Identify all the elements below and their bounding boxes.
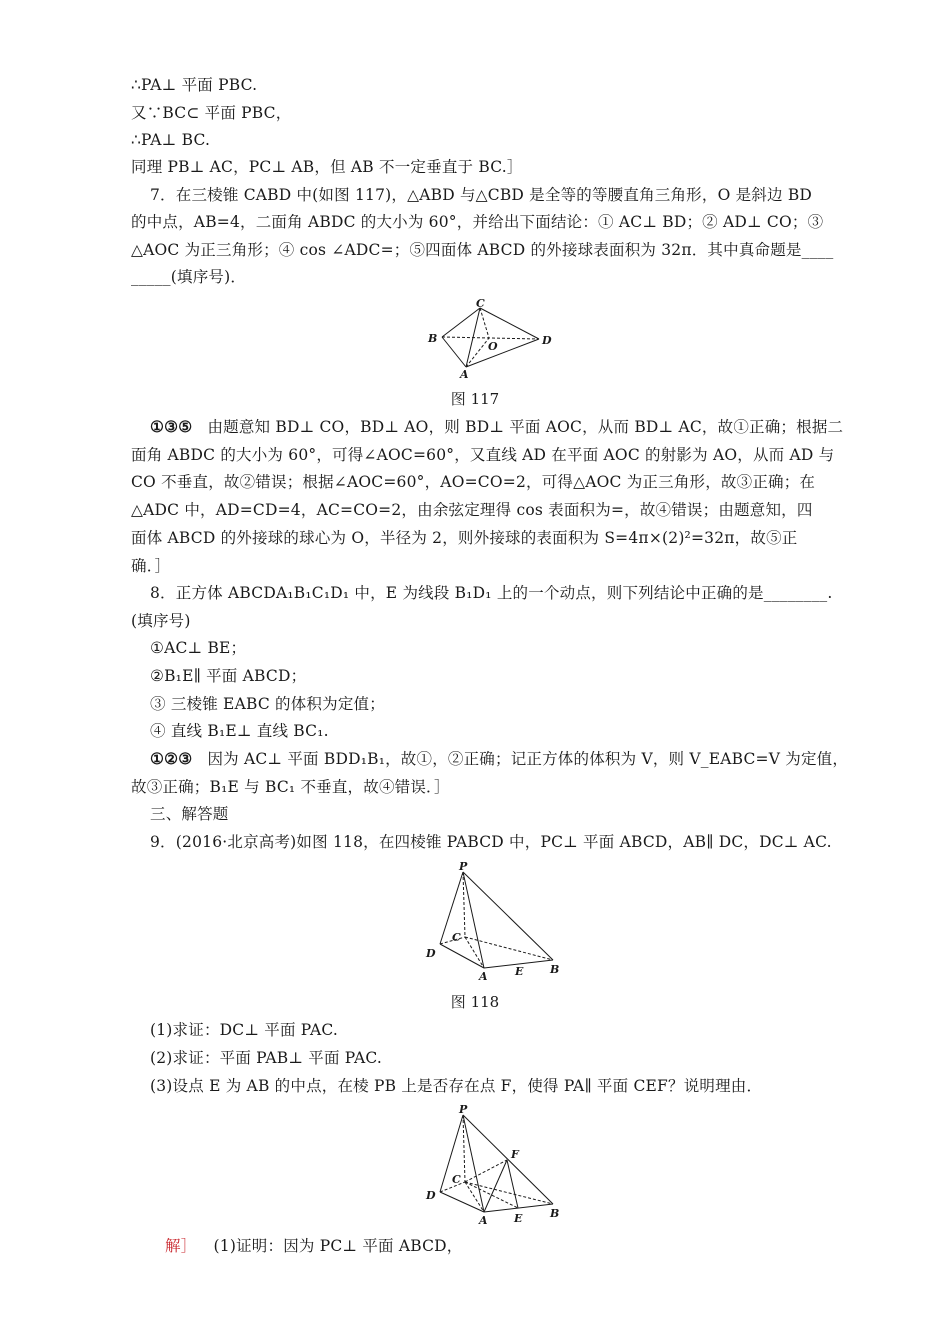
label-c: C [452,1173,461,1186]
answer-badge: ①③⑤ [150,417,193,436]
text-line: 面角 ABDC 的大小为 60°，可得∠AOC=60°，又直线 AD 在平面 AOC 的射影为 AO，从而 AD 与 [131,446,835,464]
label-c: C [476,297,485,310]
text-line: 又∵BC⊂ 平面 PBC， [131,104,292,122]
text-line: ∴PA⊥ BC. [131,131,211,149]
label-b: B [550,1207,560,1220]
label-e: E [515,965,524,978]
label-a: A [479,970,488,983]
text-line: CO 不垂直，故②错误；根据∠AOC=60°，AO=CO=2，可得△AOC 为正三角形，故③正确；在 [131,473,816,491]
label-b: B [428,332,438,345]
figure-118 [420,860,570,983]
text-line: △ADC 中，AD=CD=4，AC=CO=2，由余弦定理得 cos 表面积为=，故④错误；由题意知，四 [131,501,813,519]
label-d: D [426,1189,436,1202]
option-4: ④ 直线 B₁E⊥ 直线 BC₁. [150,722,329,740]
text-line: 面体 ABCD 的外接球的球心为 O，半径为 2，则外接球的表面积为 S=4π×(2)²=32π，故⑤正 [131,529,798,547]
text-line: ∴PA⊥ 平面 PBC. [131,76,258,94]
problem-7: 7．在三棱锥 CABD 中(如图 117)，△ABD 与△CBD 是全等的等腰直角三角形，O 是斜边 BD [150,186,813,204]
label-b: B [550,963,560,976]
solution-8 [150,749,848,769]
option-3: ③ 三棱锥 EABC 的体积为定值； [150,695,385,713]
label-o: O [488,340,498,353]
label-d: D [426,947,436,960]
text-line: (填序号) [131,612,191,630]
figure-solution [420,1103,570,1227]
text-line: 同理 PB⊥ AC，PC⊥ AB，但 AB 不一定垂直于 BC.］ [131,158,523,176]
text-line: 故③正确；B₁E 与 BC₁ 不垂直，故④错误．］ [131,778,450,796]
solution-text: 由题意知 BD⊥ CO，BD⊥ AO，则 BD⊥ 平面 AOC，从而 BD⊥ AC，故①正确；根据二 [207,418,844,436]
label-f: F [511,1148,519,1161]
figure-118-caption: 图 118 [450,993,500,1011]
solution-text: (1)证明：因为 PC⊥ 平面 ABCD， [213,1237,463,1255]
solution-marker: 解］ [165,1237,197,1255]
answer-badge: ①②③ [150,749,193,768]
problem-9: 9．(2016·北京高考)如图 118，在四棱锥 PABCD 中，PC⊥ 平面 ABCD，AB∥ DC，DC⊥ AC. [150,833,832,851]
label-p: P [459,1103,468,1116]
label-a: A [479,1214,488,1227]
option-1: ①AC⊥ BE； [150,639,247,657]
label-d: D [542,334,552,347]
question-3: (3)设点 E 为 AB 的中点，在棱 PB 上是否存在点 F，使得 PA∥ 平面 CEF？说明理由． [150,1077,763,1095]
problem-8: 8．正方体 ABCDA₁B₁C₁D₁ 中，E 为线段 B₁D₁ 上的一个动点，则下列结论中正确的是________. [150,584,833,602]
figure-117-caption: 图 117 [450,390,500,408]
text-line: △AOC 为正三角形；④ cos ∠ADC=；⑤四面体 ABCD 的外接球表面积为 32π．其中真命题是____ [131,241,834,259]
text-line: 确．］ [131,557,171,575]
solution-9 [165,1236,463,1256]
text-line: 的中点，AB=4，二面角 ABDC 的大小为 60°，并给出下面结论：① AC⊥ BD；② AD⊥ CO；③ [131,213,824,231]
label-a: A [460,368,469,381]
label-c: C [452,931,461,944]
text-line: _____(填序号)． [131,268,247,286]
label-e: E [514,1212,523,1225]
solution-7 [150,417,843,437]
figure-117 [425,297,565,381]
question-2: (2)求证：平面 PAB⊥ 平面 PAC. [150,1049,383,1067]
option-2: ②B₁E∥ 平面 ABCD； [150,667,307,685]
section-heading: 三、解答题 [150,805,229,823]
question-1: (1)求证：DC⊥ 平面 PAC. [150,1021,339,1039]
solution-text: 因为 AC⊥ 平面 BDD₁B₁，故①，②正确；记正方体的体积为 V，则 V_EABC=V 为定值， [207,750,849,768]
label-p: P [459,860,468,873]
